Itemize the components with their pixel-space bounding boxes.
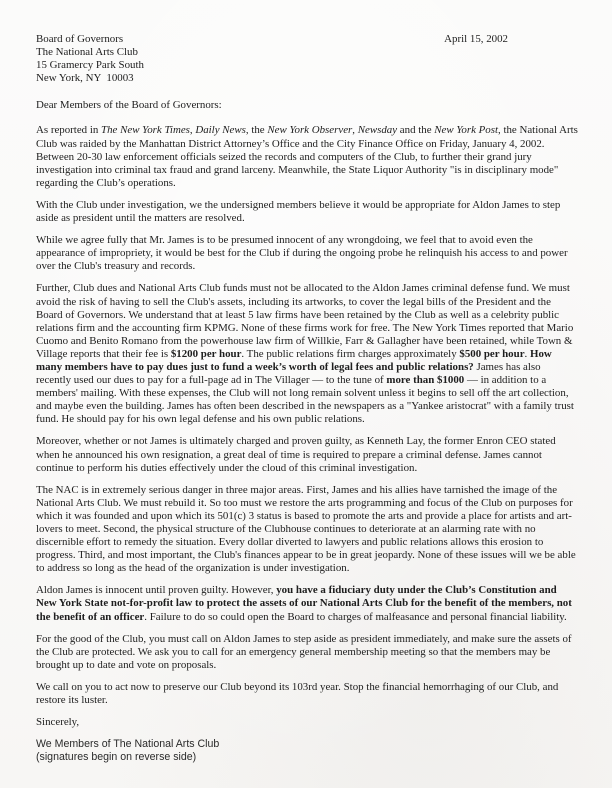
text-run: Aldon James is innocent until proven guilty. However,	[36, 584, 277, 597]
text-run: Newsday	[357, 124, 398, 137]
letter-header	[36, 33, 578, 85]
text-run: , the	[245, 124, 268, 137]
signature-line: We Members of The National Arts Club	[36, 738, 220, 751]
text-run: you have a fiduciary duty under the Club’s Constitution and New York State not-for-profit law to protect the assets of our National Arts Club for the benefit of the members, not the benefit of an officer	[36, 584, 572, 623]
sender-address-line: Board of Governors	[36, 33, 124, 45]
letter-paragraph	[36, 584, 578, 623]
text-run: We call on you to act now to preserve our Club beyond its 103rd year. Stop the financial hemorrhaging of our Club, and restore its luster.	[36, 680, 559, 707]
letter-date: April 15, 2002	[444, 33, 508, 45]
text-run: While we agree fully that Mr. James is to be presumed innocent of any wrongdoing, we feel that to avoid even the appearance of impropriety, it would be best for the Club if during the ongoing probe he relinquish his access to and power over the Club's treasury and records.	[36, 234, 568, 273]
text-run: Moreover, whether or not James is ultimately charged and proven guilty, as Kenneth Lay, the former Enron CEO stated when he announced his own resignation, a great deal of time is required to prepare a criminal defense. James cannot continue to perform his duties effectively under the cloud of this criminal investigation.	[36, 435, 556, 474]
sender-address-line: 15 Gramercy Park South	[36, 59, 144, 72]
text-run: — in addition to a members' mailing. With these expenses, the Club will not long remain solvent unless it begins to sell off the art collection, and maybe even the building. James has often been described in the newspapers as a "Yankee aristocrat" with a family trust fund. He should pay for his own legal defense and his own public relations.	[36, 374, 574, 426]
text-run: As reported in	[36, 124, 102, 137]
salutation: Dear Members of the Board of Governors:	[36, 99, 222, 112]
text-run: . The public relations firm charges approximately	[241, 347, 460, 360]
text-run: With the Club under investigation, we the undersigned members believe it would be appropriate for Aldon James to step aside as president until the matters are resolved.	[36, 198, 561, 225]
text-run: and the	[397, 124, 435, 137]
sender-address-line: The National Arts Club	[36, 46, 138, 59]
letter-paragraph	[36, 681, 578, 707]
text-run: $500 per hour	[459, 347, 525, 360]
text-run: James has also recently used our dues to pay for a full-page ad in The Villager — to the tune of	[36, 360, 541, 387]
sender-address-line: New York, NY 10003	[36, 72, 134, 85]
text-run: New York Observer	[267, 124, 353, 137]
text-run: .	[524, 347, 530, 360]
signature-line: (signatures begin on reverse side)	[36, 751, 197, 764]
letter-paragraph	[36, 435, 578, 474]
text-run: How many members have to pay dues just to fund a week’s worth of legal fees and public relations?	[36, 347, 552, 373]
text-run: New York Post	[434, 124, 499, 137]
text-run: more than $1000	[386, 374, 465, 387]
text-run: , the National Arts Club was raided by the Manhattan District Attorney’s Office and the City Finance Office on Friday, January 4, 2002. Between 20-30 law enforcement officials seized the records and computers of the Club, to further their grand jury investigation into criminal tax fraud and grand larceny. Meanwhile, the State Liquor Authority "is in disciplinary mode" regarding the Club’s operations.	[36, 124, 578, 189]
text-run: Daily News	[195, 124, 246, 137]
text-run: . Failure to do so could open the Board to charges of malfeasance and personal financial liability.	[144, 610, 567, 623]
letter-body	[36, 124, 578, 707]
text-run: The New York Times	[101, 124, 190, 137]
text-run: Further, Club dues and National Arts Club funds must not be allocated to the Aldon James criminal defense fund. We must avoid the risk of having to sell the Club's assets, including its artworks, to cover the legal bills of the President and the Board of Governors. We understand that at least 5 law firms have been retained by the Club as well as a celebrity public relations firm and the accounting firm KPMG. None of these firms work for free. The New York Times reported that Mario Cuomo and Benito Romano from the powerhouse law firm of Willkie, Farr & Gallagher have been retained, while Town & Village reports that their fee is	[36, 282, 574, 360]
letter-paragraph	[36, 234, 578, 273]
text-run: ,	[352, 124, 358, 137]
letter-paragraph	[36, 633, 578, 672]
letter-paragraph	[36, 282, 578, 426]
closing: Sincerely,	[36, 716, 80, 729]
text-run: ,	[189, 124, 196, 137]
letter-paragraph	[36, 484, 578, 576]
text-run: $1200 per hour	[170, 347, 242, 360]
signature-block	[36, 738, 578, 764]
sender-address-block	[36, 33, 144, 85]
text-run: For the good of the Club, you must call on Aldon James to step aside as president immediately, and make sure the assets of the Club are protected. We ask you to call for an emergency general membership meeting so that the members may be brought up to date and vote on proposals.	[36, 632, 572, 671]
letter-paragraph	[36, 199, 578, 225]
text-run: The NAC is in extremely serious danger in three major areas. First, James and his allies have tarnished the image of the National Arts Club. We must rebuild it. So too must we restore the arts programming and focus of the Club on purposes for which it was founded and upon which its 501(c) 3 status is based to promote the arts and provide a place for artists and art-lovers to meet. Second, the physical structure of the Clubhouse continues to deteriorate at an alarming rate with no discernible effort to remedy the situation. Every dollar diverted to lawyers and public relations allows this erosion to progress. Third, and most important, the Club's finances appear to be in great jeopardy. None of these issues will we be able to address so long as the head of the organization is under investigation.	[36, 483, 576, 575]
letter-paragraph	[36, 124, 578, 189]
